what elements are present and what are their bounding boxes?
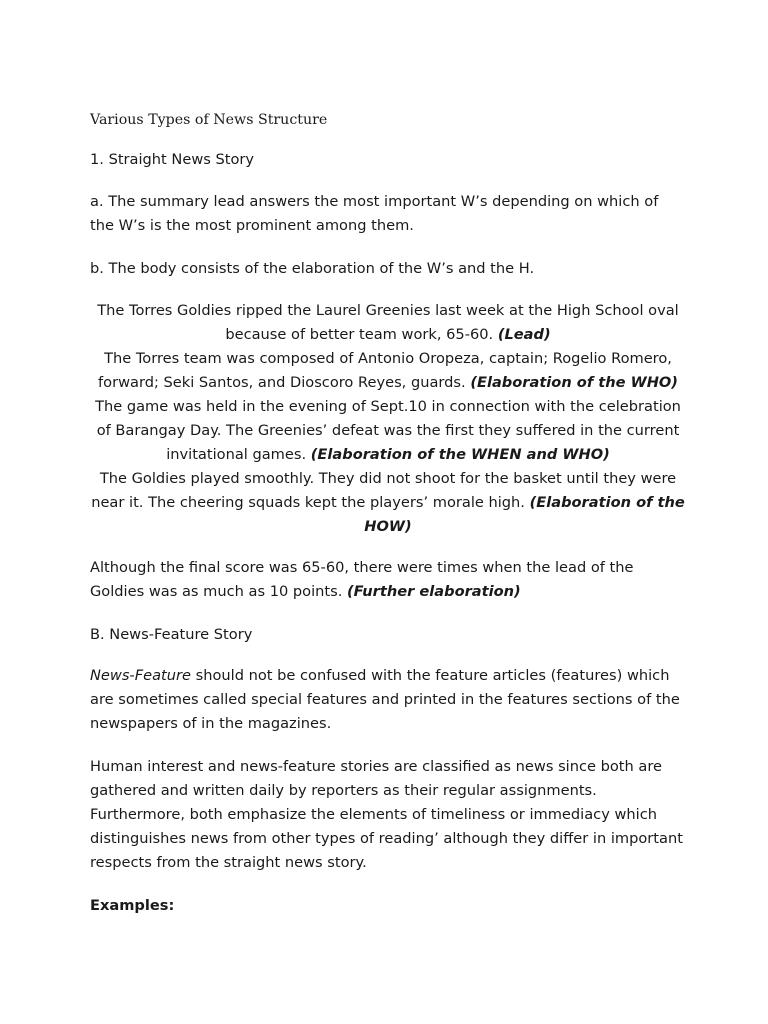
- item-a-marker: a.: [90, 193, 104, 210]
- example-lead-text: The Torres Goldies ripped the Laurel Greenies last week at the High School oval because of better team work, 65-60.: [97, 302, 679, 343]
- item-b-text: The body consists of the elaboration of the W’s and the H.: [103, 260, 535, 277]
- section-b-heading: B. News-Feature Story: [90, 626, 253, 643]
- example-who-paragraph: [90, 347, 686, 395]
- examples-label: Examples:: [90, 897, 175, 914]
- example-how-note: (Elaboration of the HOW): [364, 494, 685, 535]
- further-text: Although the final score was 65-60, there were times when the lead of the Goldies was as much as 10 points.: [90, 559, 634, 600]
- further-elaboration-paragraph: [90, 556, 686, 604]
- example-lead-paragraph: [90, 299, 686, 347]
- item-b-marker: b.: [90, 260, 104, 277]
- example-who-note: (Elaboration of the WHO): [470, 374, 678, 391]
- example-when-note: (Elaboration of the WHEN and WHO): [310, 446, 610, 463]
- example-who-text: The Torres team was composed of Antonio Oropeza, captain; Rogelio Romero, forward; Seki Santos, and Dioscoro Reyes, guards.: [98, 350, 672, 391]
- document-title: Various Types of News Structure: [90, 112, 328, 128]
- human-interest-paragraph: Human interest and news-feature stories are classified as news since both are gathered and written daily by reporters as their regular assignments. Furthermore, both emphasize the elements of timeliness or immediacy which distinguishes news from other types of reading’ although they differ in important respects from the straight news story.: [90, 758, 683, 871]
- item-a-text: The summary lead answers the most important W’s depending on which of the W’s is the most prominent among them.: [90, 193, 659, 234]
- example-how-paragraph: [90, 467, 686, 539]
- news-feature-text: should not be confused with the feature articles (features) which are sometimes called special features and printed in the features sections of the newspapers of in the magazines.: [90, 667, 680, 732]
- example-when-text: The game was held in the evening of Sept.10 in connection with the celebration of Barangay Day. The Greenies’ defeat was the first they suffered in the current invitational games.: [95, 398, 681, 463]
- news-feature-term: News-Feature: [90, 667, 191, 684]
- example-lead-note: (Lead): [497, 326, 551, 343]
- section-1-heading: 1. Straight News Story: [90, 151, 255, 168]
- item-b-paragraph: [90, 257, 686, 281]
- further-note: (Further elaboration): [347, 583, 521, 600]
- example-story: [90, 299, 686, 539]
- news-feature-paragraph: [90, 664, 686, 736]
- example-when-paragraph: [90, 395, 686, 467]
- item-a-paragraph: [90, 190, 686, 238]
- example-how-text: The Goldies played smoothly. They did not shoot for the basket until they were near it. The cheering squads kept the players’ morale high.: [91, 470, 677, 511]
